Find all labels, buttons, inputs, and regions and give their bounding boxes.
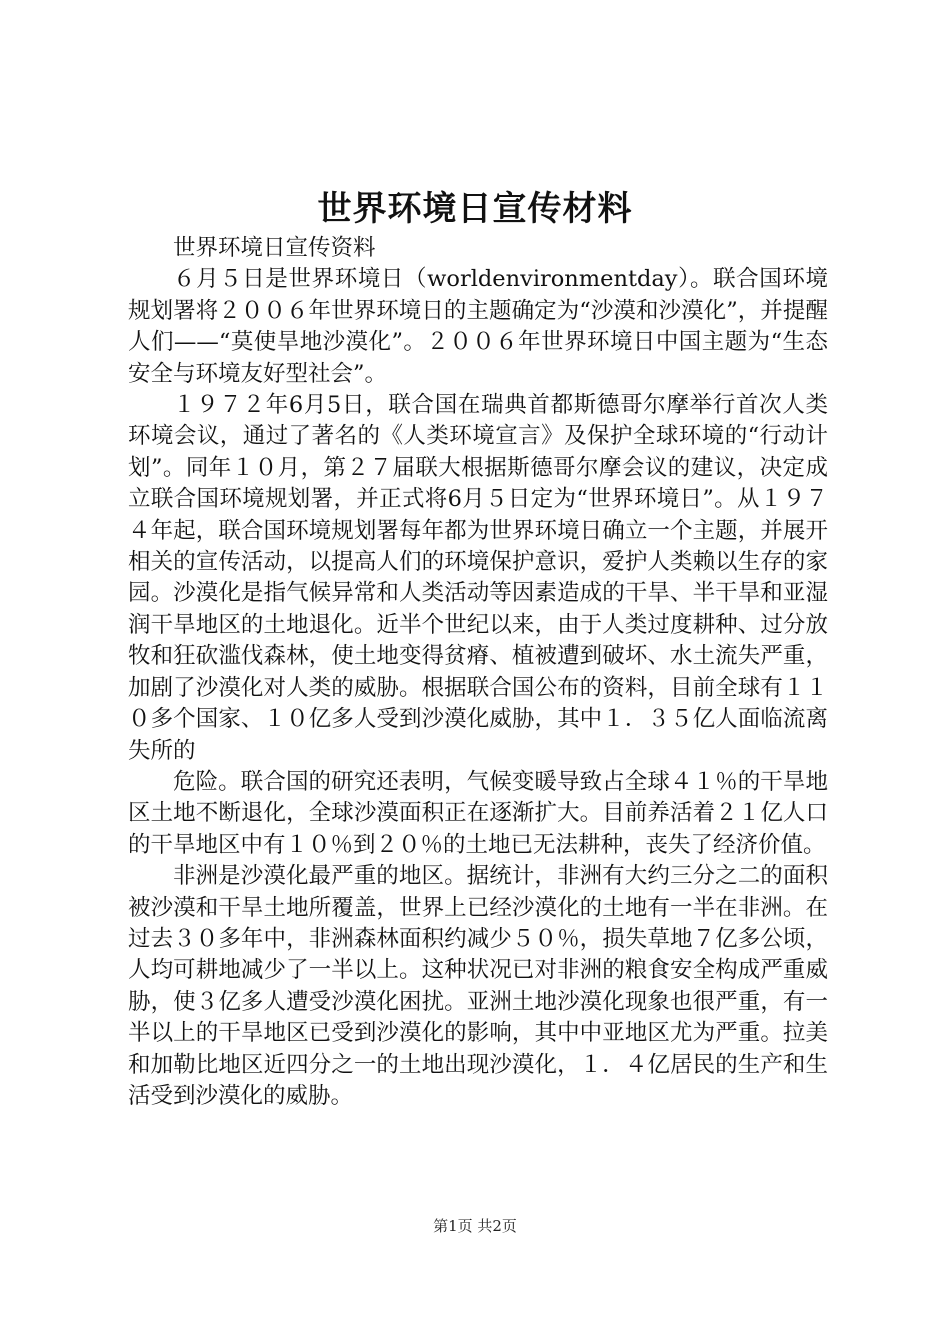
paragraph-africa: 非洲是沙漠化最严重的地区。据统计，非洲有大约三分之二的面积被沙漠和干旱土地所覆盖，世界上已经沙漠化的土地有一半在非洲。在过去３０多年中，非洲森林面积约减少５０％，损失草地７亿多公顷，人均可耕地减少了一半以上。这种状况已对非洲的粮食安全构成严重威胁，使３亿多人遭受沙漠化困扰。亚洲土地沙漠化现象也很严重，有一半以上的干旱地区已受到沙漠化的影响，其中中亚地区尤为严重。拉美和加勒比地区近四分之一的土地出现沙漠化，１．４亿居民的生产和生活受到沙漠化的威胁。 — [128, 863, 828, 1109]
page-number-footer: 第1页 共2页 — [433, 1217, 517, 1235]
paragraph-danger: 危险。联合国的研究还表明，气候变暖导致占全球４１％的干旱地区土地不断退化，全球沙漠面积正在逐渐扩大。目前养活着２１亿人口的干旱地区中有１０％到２０％的土地已无法耕种，丧失了经济价值。 — [128, 768, 828, 858]
paragraph-intro: ６月５日是世界环境日（worldenvironmentday）。联合国环境规划署将２００６年世界环境日的主题确定为“沙漠和沙漠化”，并提醒人们——“莫使旱地沙漠化”。２００６年世界环境日中国主题为“生态安全与环境友好型社会”。 — [128, 266, 828, 387]
paragraph-history: １９７２年6月5日，联合国在瑞典首都斯德哥尔摩举行首次人类环境会议，通过了著名的《人类环境宣言》及保护全球环境的“行动计划”。同年１０月，第２７届联大根据斯德哥尔摩会议的建议，决定成立联合国环境规划署，并正式将6月５日定为“世界环境日”。从１９７４年起，联合国环境规划署每年都为世界环境日确立一个主题，并展开相关的宣传活动，以提高人们的环境保护意识，爱护人类赖以生存的家园。沙漠化是指气候异常和人类活动等因素造成的干旱、半干旱和亚湿润干旱地区的土地退化。近半个世纪以来，由于人类过度耕种、过分放牧和狂砍滥伐森林，使土地变得贫瘠、植被遭到破坏、水土流失严重，加剧了沙漠化对人类的威胁。根据联合国公布的资料，目前全球有１１０多个国家、１０亿多人受到沙漠化威胁，其中１．３５亿人面临流离失所的 — [128, 392, 828, 764]
document-title: 世界环境日宣传材料 — [317, 189, 633, 229]
document-body — [128, 233, 828, 1112]
paragraph-subtitle: 世界环境日宣传资料 — [173, 235, 376, 261]
